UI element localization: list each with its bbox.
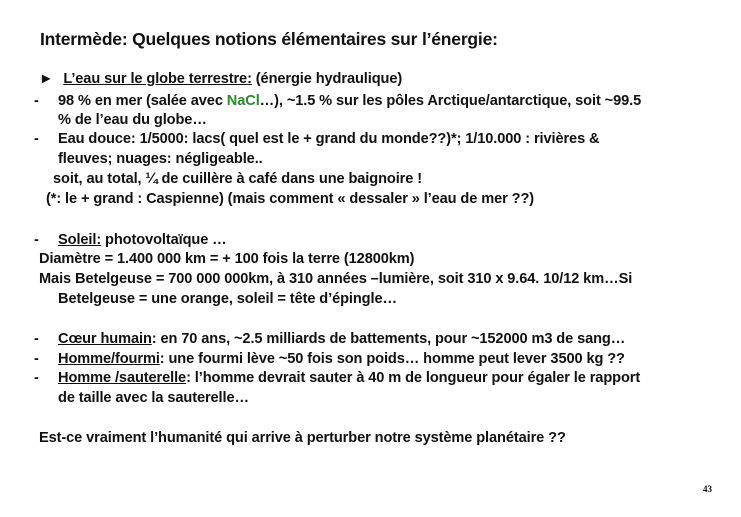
dash-bullet: - xyxy=(34,131,39,147)
nacl-text: NaCl xyxy=(226,93,260,109)
eau-line-5: soit, au total, ¼ de cuillère à café dans une baignoire ! xyxy=(53,171,422,187)
closing-question: Est-ce vraiment l’humanité qui arrive à perturber notre système planétaire ?? xyxy=(39,430,566,446)
dash-bullet: - xyxy=(34,331,39,347)
sauterelle-continuation: de taille avec la sauterelle… xyxy=(58,390,249,406)
eau-line-2: % de l’eau du globe… xyxy=(58,112,207,128)
comparison-text: : l’homme devrait sauter à 40 m de longueur pour égaler le rapport xyxy=(186,370,641,386)
eau-line-1-b: …), ~1.5 % sur les pôles Arctique/antarctique, soit ~99.5 xyxy=(259,93,642,109)
comparison-text: : en 70 ans, ~2.5 milliards de battements, pour ~152000 m3 de sang… xyxy=(151,331,626,347)
comparison-coeur xyxy=(58,330,625,349)
eau-line-1-a: 98 % en mer (salée avec xyxy=(58,93,227,109)
soleil-heading-line xyxy=(58,231,227,250)
soleil-line-2: Mais Betelgeuse = 700 000 000km, à 310 années –lumière, soit 310 x 9.64. 10/12 km…Si xyxy=(39,271,633,287)
eau-heading-rest: (énergie hydraulique) xyxy=(251,71,403,87)
eau-line-4: fleuves; nuages: négligeable.. xyxy=(58,151,263,167)
eau-line-3: Eau douce: 1/5000: lacs( quel est le + grand du monde??)*; 1/10.000 : rivières & xyxy=(58,131,600,147)
eau-line-1 xyxy=(58,92,641,111)
soleil-heading: Soleil: xyxy=(58,232,102,248)
slide-title: Intermède: Quelques notions élémentaires sur l’énergie: xyxy=(40,29,498,49)
comparison-sauterelle xyxy=(58,369,640,388)
dash-bullet: - xyxy=(34,232,39,248)
comparison-text: : une fourmi lève ~50 fois son poids… homme peut lever 3500 kg ?? xyxy=(159,351,625,367)
eau-heading-line xyxy=(39,70,402,89)
comparison-label: Cœur humain xyxy=(58,331,152,347)
comparison-fourmi xyxy=(58,350,625,369)
soleil-line-3: Betelgeuse = une orange, soleil = tête d’épingle… xyxy=(58,291,397,307)
eau-line-6: (*: le + grand : Caspienne) (mais comment « dessaler » l’eau de mer ??) xyxy=(46,191,535,207)
comparison-label: Homme /sauterelle xyxy=(58,370,187,386)
eau-heading: L’eau sur le globe terrestre: xyxy=(63,71,252,87)
soleil-heading-rest: photovoltaïque … xyxy=(101,232,227,248)
comparison-label: Homme/fourmi xyxy=(58,351,160,367)
soleil-line-1: Diamètre = 1.400 000 km = + 100 fois la terre (12800km) xyxy=(39,251,415,267)
page-number: 43 xyxy=(703,484,712,494)
dash-bullet: - xyxy=(34,351,39,367)
arrow-bullet-icon: ► xyxy=(39,71,54,87)
dash-bullet: - xyxy=(34,93,39,109)
dash-bullet: - xyxy=(34,370,39,386)
